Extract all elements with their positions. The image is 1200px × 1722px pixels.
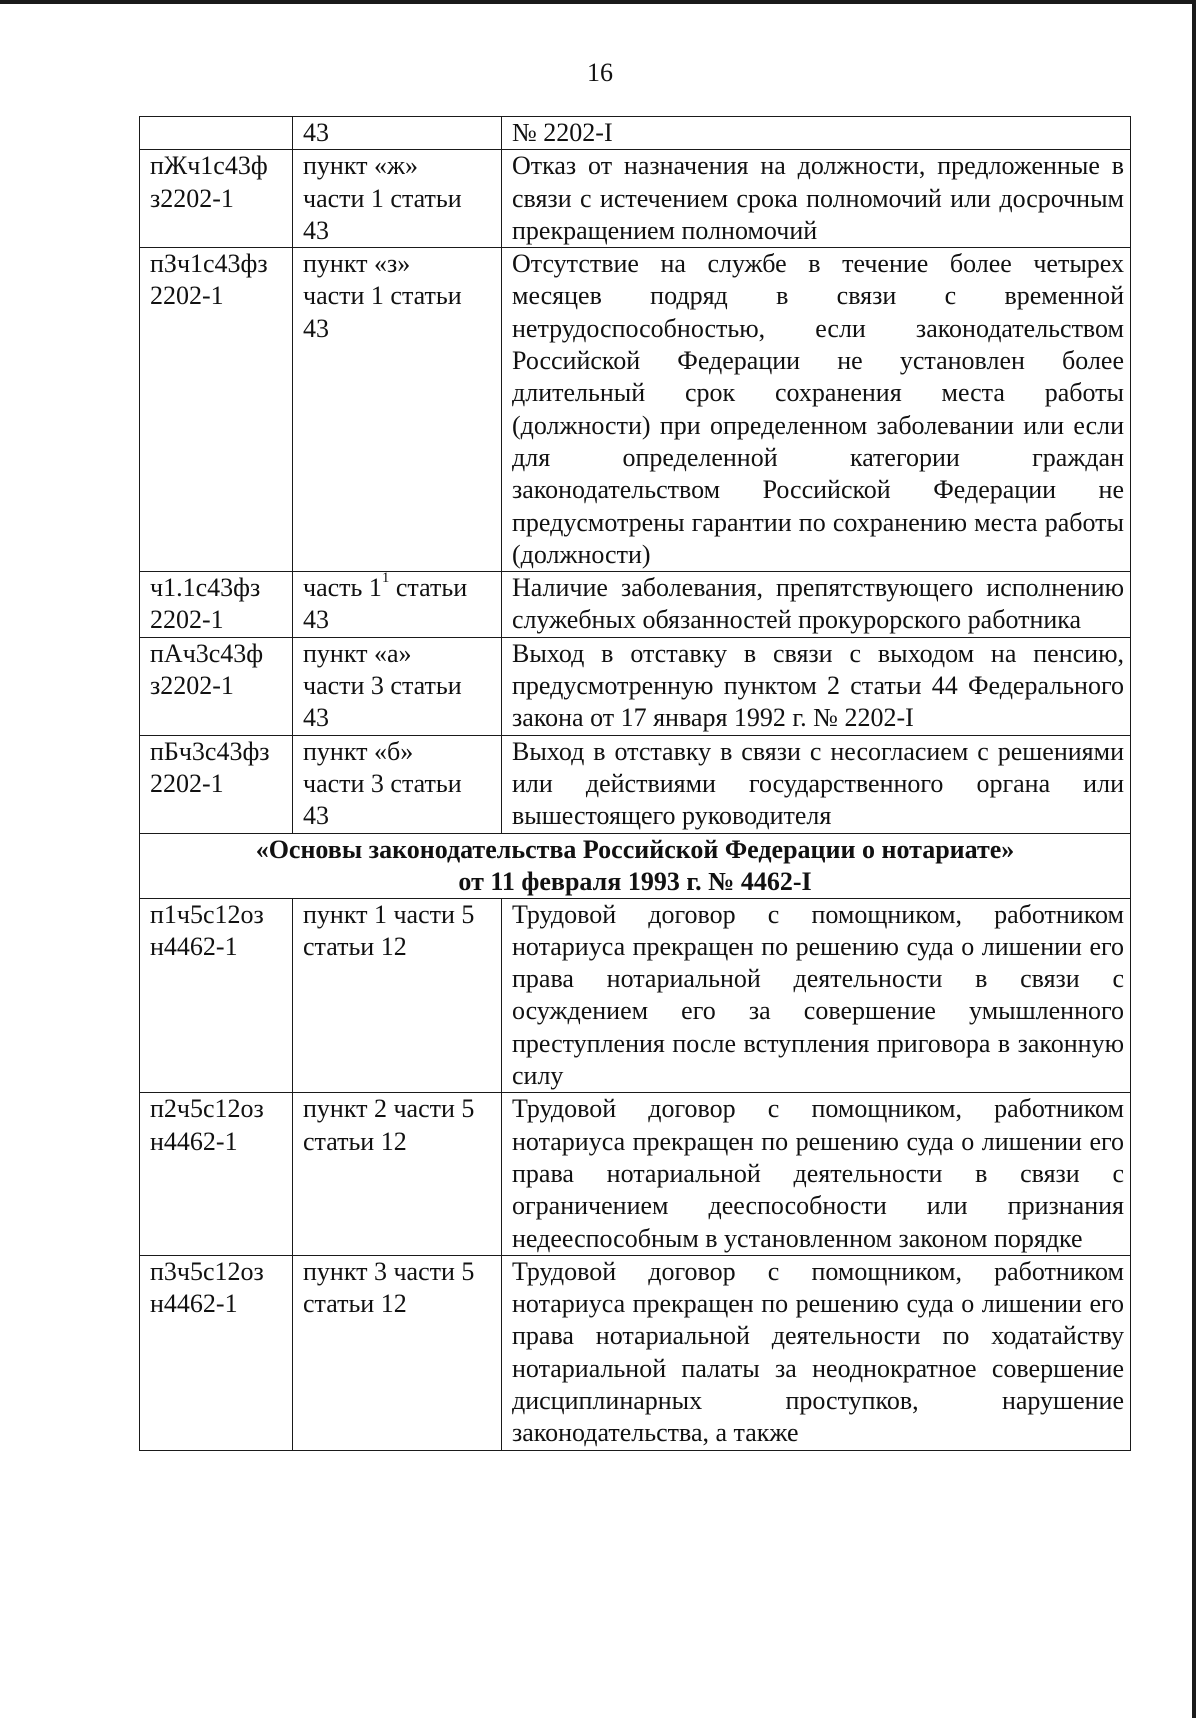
table-row [140,898,1131,1093]
row-description: Трудовой договор с помощником, работником нотариуса прекращен по решению суда о лишении его права нотариальной деятельности в связи с ограничением дееспособности или признания недееспособным в установленном законом порядке [502,1093,1131,1255]
row-article-ref: пункт «а» части 3 статьи 43 [293,637,502,735]
row-description: Выход в отставку в связи с выходом на пенсию, предусмотренную пунктом 2 статьи 44 Федерального закона от 17 января 1992 г. № 2202-I [502,637,1131,735]
row-description: Отказ от назначения на должности, предложенные в связи с истечением срока полномочий или досрочным прекращением полномочий [502,150,1131,248]
row-article-ref: пункт «з» части 1 статьи 43 [293,248,502,572]
table-row [140,572,1131,638]
row-code: п3ч5с12оз н4462-1 [140,1255,293,1450]
table-row [140,117,1131,150]
table-row [140,248,1131,572]
row-code: пЗч1с43фз 2202-1 [140,248,293,572]
row-description: Трудовой договор с помощником, работником нотариуса прекращен по решению суда о лишении его права нотариальной деятельности по ходатайству нотариальной палаты за неоднократное совершение дисциплинарных проступков, нарушение законодательства, а также [502,1255,1131,1450]
row-code: п1ч5с12оз н4462-1 [140,898,293,1093]
ref-part-rest: статьи 43 [303,573,468,635]
row-code: п2ч5с12оз н4462-1 [140,1093,293,1255]
table-row [140,1255,1131,1450]
row-code: пЖч1с43ф з2202-1 [140,150,293,248]
page-number: 16 [587,58,613,87]
table-row [140,150,1131,248]
section-heading-row [140,833,1131,898]
row-description: Выход в отставку в связи с несогласием с решениями или действиями государственного органа или вышестоящего руководителя [502,735,1131,833]
row-code: ч1.1с43фз 2202-1 [140,572,293,638]
row-description: Наличие заболевания, препятствующего исполнению служебных обязанностей прокурорского работника [502,572,1131,638]
section-heading: «Основы законодательства Российской Федерации о нотариате» от 11 февраля 1993 г. № 4462-I [140,833,1131,898]
row-article-ref: пункт 2 части 5 статьи 12 [293,1093,502,1255]
row-article-ref: пункт 1 части 5 статьи 12 [293,898,502,1093]
codes-table [139,116,1131,1451]
ref-superscript: 1 [381,571,390,587]
row-code: пБч3с43фз 2202-1 [140,735,293,833]
row-article-ref [293,572,502,638]
row-description: Трудовой договор с помощником, работником нотариуса прекращен по решению суда о лишении его права нотариальной деятельности в связи с осуждением его за совершение умышленного преступления после вступления приговора в законную силу [502,898,1131,1093]
table-row [140,637,1131,735]
table-row [140,735,1131,833]
table-row [140,1093,1131,1255]
row-article-ref: 43 [293,117,502,150]
row-description: Отсутствие на службе в течение более четырех месяцев подряд в связи с временной нетрудоспособностью, если законодательством Российской Федерации не установлен более длительный срок сохранения места работы (должности) при определенном заболевании или если для определенной категории граждан законодательством Российской Федерации не предусмотрены гарантии по сохранению места работы (должности) [502,248,1131,572]
row-code: пАч3с43ф з2202-1 [140,637,293,735]
row-article-ref: пункт «ж» части 1 статьи 43 [293,150,502,248]
ref-part-main: часть 1 [303,573,382,603]
row-article-ref: пункт «б» части 3 статьи 43 [293,735,502,833]
row-article-ref: пункт 3 части 5 статьи 12 [293,1255,502,1450]
row-code [140,117,293,150]
row-description: № 2202-I [502,117,1131,150]
